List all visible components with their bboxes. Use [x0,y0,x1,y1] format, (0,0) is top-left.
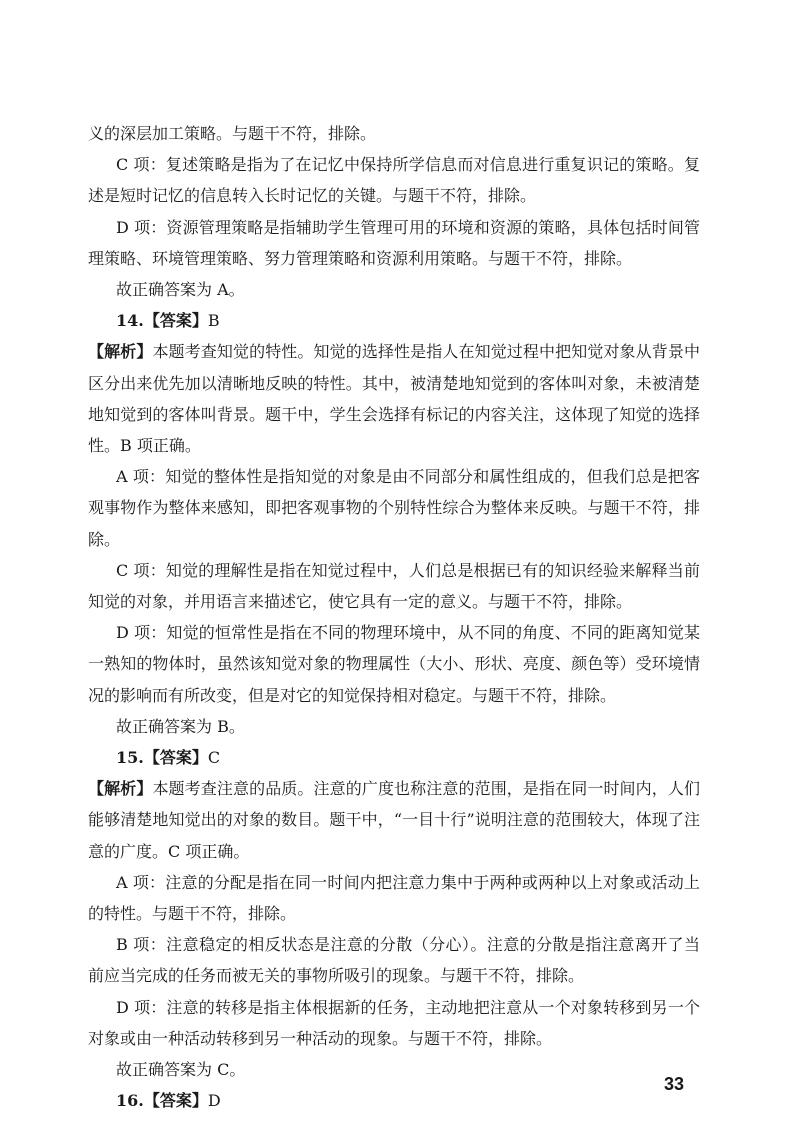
answer-heading-14 [88,305,700,336]
analysis-text-14: 本题考查知觉的特性。知觉的选择性是指人在知觉过程中把知觉对象从背景中区分出来优先加以清晰地反映的特性。其中，被清楚地知觉到的客体叫对象，未被清楚地知觉到的客体叫背景。题干中，学生会选择有标记的内容关注，这体现了知觉的选择性。B 项正确。 [88,342,700,456]
analysis-14 [88,336,700,461]
answer-label-14: 14.【答案】 [116,311,208,331]
analysis-label-15: 【解析】 [88,779,153,799]
paragraph-option-c-rehearsal: C 项：复述策略是指为了在记忆中保持所学信息而对信息进行重复识记的策略。复述是短时记忆的信息转入长时记忆的关键。与题干不符，排除。 [88,155,700,206]
answer-value-14: B [207,311,220,331]
analysis-label-14: 【解析】 [88,342,153,362]
page-number: 33 [664,1074,685,1094]
paragraph-option-c-understanding: C 项：知觉的理解性是指在知觉过程中，人们总是根据已有的知识经验来解释当前知觉的对象，并用语言来描述它，使它具有一定的意义。与题干不符，排除。 [88,560,700,612]
paragraph-option-d-resource-management: D 项：资源管理策略是指辅助学生管理可用的环境和资源的策略，具体包括时间管理策略、环境管理策略、努力管理策略和资源利用策略。与题干不符，排除。 [88,217,700,268]
analysis-15 [88,773,700,867]
answer-value-16: D [207,1091,221,1111]
page-content [88,118,700,1117]
answer-label-16: 16.【答案】 [116,1091,208,1111]
paragraph-conclusion-15: 故正确答案为 C。 [116,1060,246,1080]
answer-label-15: 15.【答案】 [116,748,208,768]
paragraph-1: 义的深层加工策略。与题干不符，排除。 [88,124,377,143]
paragraph-option-d-shifting: D 项：注意的转移是指主体根据新的任务，主动地把注意从一个对象转移到另一个对象或由一种活动转移到另一种活动的现象。与题干不符，排除。 [88,997,700,1048]
paragraph-conclusion-13: 故正确答案为 A。 [116,280,245,300]
paragraph-option-b-distraction: B 项：注意稳定的相反状态是注意的分散（分心）。注意的分散是指注意离开了当前应当完成的任务而被无关的事物所吸引的现象。与题干不符，排除。 [88,935,700,986]
paragraph-option-a-wholeness: A 项：知觉的整体性是指知觉的对象是由不同部分和属性组成的，但我们总是把客观事物作为整体来感知，即把客观事物的个别特性综合为整体来反映。与题干不符，排除。 [88,467,700,549]
answer-heading-15 [88,742,700,773]
paragraph-option-a-distribution: A 项：注意的分配是指在同一时间内把注意力集中于两种或两种以上对象或活动上的特性。与题干不符，排除。 [88,872,700,924]
answer-value-15: C [207,748,221,768]
paragraph-conclusion-14: 故正确答案为 B。 [116,716,245,736]
answer-heading-16 [88,1085,700,1116]
analysis-text-15: 本题考查注意的品质。注意的广度也称注意的范围，是指在同一时间内，人们能够清楚地知觉出的对象的数目。题干中，“一目十行”说明注意的范围较大，体现了注意的广度。C 项正确。 [88,779,700,861]
paragraph-option-d-constancy: D 项：知觉的恒常性是指在不同的物理环境中，从不同的角度、不同的距离知觉某一熟知的物体时，虽然该知觉对象的物理属性（大小、形状、亮度、颜色等）受环境情况的影响而有所改变，但是对它的知觉保持相对稳定。与题干不符，排除。 [88,623,700,705]
